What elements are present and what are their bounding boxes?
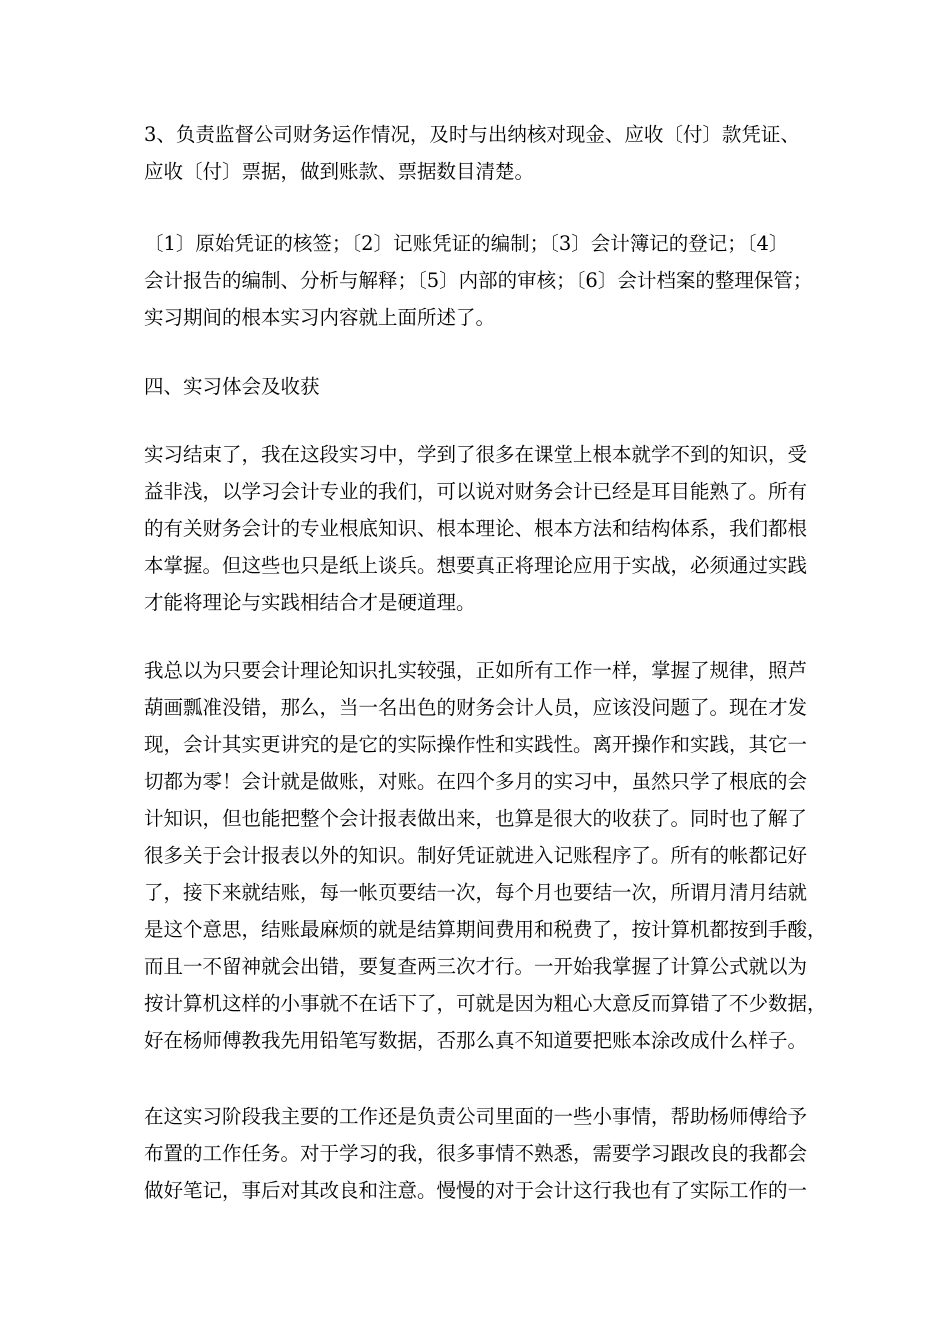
text-line: 是这个意思，结账最麻烦的就是结算期间费用和税费了，按计算机都按到手酸， bbox=[144, 918, 827, 941]
text-line: 会计报告的编制、分析与解释；〔5〕内部的审核；〔6〕会计档案的整理保管； bbox=[144, 269, 813, 292]
text-line: 才能将理论与实践相结合才是硬道理。 bbox=[144, 591, 476, 614]
text-line: 应收〔付〕票据，做到账款、票据数目清楚。 bbox=[144, 160, 535, 183]
text-line: 做好笔记，事后对其改良和注意。慢慢的对于会计这行我也有了实际工作的一 bbox=[144, 1179, 808, 1202]
text-line: 很多关于会计报表以外的知识。制好凭证就进入记账程序了。所有的帐都记好 bbox=[144, 844, 808, 867]
paragraph-experience-3 bbox=[144, 1098, 808, 1209]
text-line: 好在杨师傅教我先用铅笔写数据，否那么真不知道要把账本涂改成什么样子。 bbox=[144, 1029, 808, 1052]
paragraph-experience-2 bbox=[144, 652, 827, 1059]
paragraph-duty-3 bbox=[144, 116, 808, 190]
text-line: 〔1〕原始凭证的核签；〔2〕记账凭证的编制；〔3〕会计簿记的登记；〔4〕 bbox=[144, 232, 789, 255]
text-line: 现，会计其实更讲究的是它的实际操作性和实践性。离开操作和实践，其它一 bbox=[144, 733, 808, 756]
paragraph-duty-list bbox=[144, 225, 813, 336]
text-line: 我总以为只要会计理论知识扎实较强，正如所有工作一样，掌握了规律，照芦 bbox=[144, 659, 808, 682]
text-line: 计知识，但也能把整个会计报表做出来，也算是很大的收获了。同时也了解了 bbox=[144, 807, 808, 830]
text-line: 实习结束了，我在这段实习中，学到了很多在课堂上根本就学不到的知识，受 bbox=[144, 443, 808, 466]
heading-line: 四、实习体会及收获 bbox=[144, 375, 320, 398]
text-line: 了，接下来就结账，每一帐页要结一次，每个月也要结一次，所谓月清月结就 bbox=[144, 881, 808, 904]
text-line: 3、负责监督公司财务运作情况，及时与出纳核对现金、应收〔付〕款凭证、 bbox=[144, 123, 800, 146]
text-line: 在这实习阶段我主要的工作还是负责公司里面的一些小事情，帮助杨师傅给予 bbox=[144, 1105, 808, 1128]
text-line: 按计算机这样的小事就不在话下了，可就是因为粗心大意反而算错了不少数据， bbox=[144, 992, 827, 1015]
text-line: 实习期间的根本实习内容就上面所述了。 bbox=[144, 306, 496, 329]
section-heading bbox=[144, 368, 808, 405]
text-line: 益非浅，以学习会计专业的我们，可以说对财务会计已经是耳目能熟了。所有 bbox=[144, 480, 808, 503]
text-line: 的有关财务会计的专业根底知识、根本理论、根本方法和结构体系，我们都根 bbox=[144, 517, 808, 540]
text-line: 而且一不留神就会出错，要复查两三次才行。一开始我掌握了计算公式就以为 bbox=[144, 955, 808, 978]
text-line: 本掌握。但这些也只是纸上谈兵。想要真正将理论应用于实战，必须通过实践 bbox=[144, 554, 808, 577]
text-line: 葫画瓢准没错，那么，当一名出色的财务会计人员，应该没问题了。现在才发 bbox=[144, 696, 808, 719]
paragraph-experience-1 bbox=[144, 436, 808, 621]
text-line: 布置的工作任务。对于学习的我，很多事情不熟悉，需要学习跟改良的我都会 bbox=[144, 1142, 808, 1165]
text-line: 切都为零！会计就是做账，对账。在四个多月的实习中，虽然只学了根底的会 bbox=[144, 770, 808, 793]
